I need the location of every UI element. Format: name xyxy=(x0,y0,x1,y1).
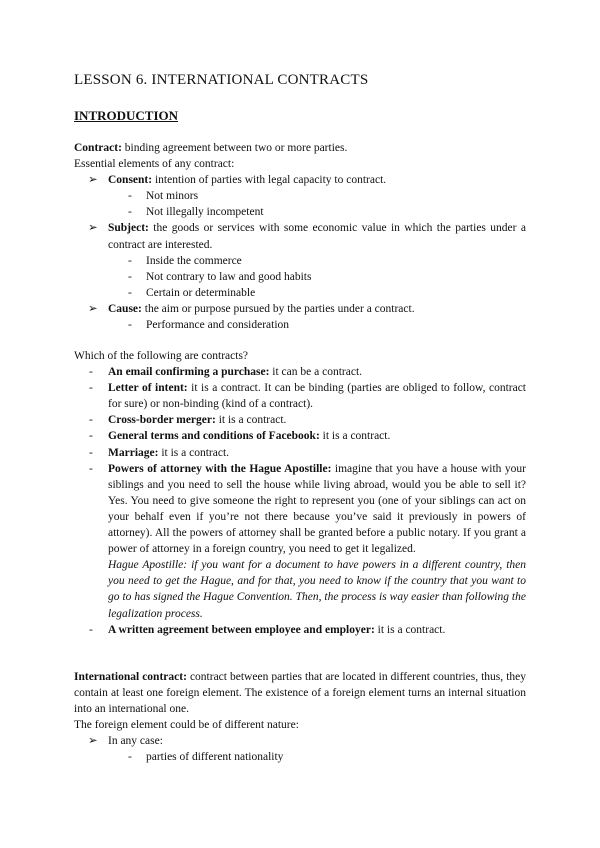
list-item: - Cross-border merger: it is a contract. xyxy=(74,412,526,428)
dash-bullet-icon: - xyxy=(128,190,132,203)
list-item: - Performance and consideration xyxy=(74,317,526,333)
element-cause: ➢ Cause: the aim or purpose pursued by the parties under a contract. xyxy=(74,301,526,317)
lesson-title: LESSON 6. INTERNATIONAL CONTRACTS xyxy=(74,72,369,88)
essential-elements-label: Essential elements of any contract: xyxy=(74,158,235,171)
dash-bullet-icon: - xyxy=(89,623,93,636)
contracts-question: Which of the following are contracts? xyxy=(74,350,249,362)
contract-definition: Contract: binding agreement between two or more parties. xyxy=(74,142,348,154)
dash-bullet-icon: - xyxy=(128,206,132,219)
dash-bullet-icon: - xyxy=(89,430,93,443)
hague-apostille-note: Hague Apostille: if you want for a document to have powers in a different country, then you need to get the Hague, and for that, you need to know if the country that you want to go to has signed the Hague Convention. Then, the process is way easier than following the legalization process. xyxy=(108,559,526,620)
dash-bullet-icon: - xyxy=(89,414,93,427)
list-item: - parties of different nationality xyxy=(74,749,526,765)
dash-bullet-icon: - xyxy=(128,286,132,299)
list-item: - Marriage: it is a contract. xyxy=(74,445,526,461)
dash-bullet-icon: - xyxy=(89,462,93,475)
list-item: - Letter of intent: it is a contract. It can be binding (parties are obliged to follow, contract for sure) or non-binding (kind of a contract). xyxy=(89,382,526,411)
dash-bullet-icon: - xyxy=(128,319,132,332)
arrow-bullet-icon: ➢ xyxy=(88,174,98,187)
list-item: - Inside the commerce xyxy=(74,253,526,269)
list-item: - Not illegally incompetent xyxy=(74,204,526,220)
list-item: - General terms and conditions of Facebook: it is a contract. xyxy=(74,428,526,444)
list-item: - Not minors xyxy=(74,188,526,204)
contracts-question-block xyxy=(74,348,526,638)
arrow-bullet-icon: ➢ xyxy=(88,222,98,235)
dash-bullet-icon: - xyxy=(128,751,132,764)
intro-block xyxy=(74,140,526,333)
arrow-bullet-icon: ➢ xyxy=(88,302,98,315)
section-heading-introduction: INTRODUCTION xyxy=(74,108,179,123)
foreign-element-nature: The foreign element could be of different nature: xyxy=(74,719,299,732)
international-contract-block xyxy=(74,669,526,766)
dash-bullet-icon: - xyxy=(89,366,93,379)
list-item: - Certain or determinable xyxy=(74,285,526,301)
list-item: - Not contrary to law and good habits xyxy=(74,269,526,285)
list-item: - Powers of attorney with the Hague Apostille: imagine that you have a house with your siblings and you need to sell the house while living abroad, would you be able to sell it? Yes. You need to give someone the right to represent you (one of your siblings can act on your behalf even if you’re not there because you’ve said it previously in powers of attorney). All the powers of attorney shall be granted before a public notary. If you grant a power of attorney in a foreign country, you need to get it legalized. xyxy=(89,462,526,556)
dash-bullet-icon: - xyxy=(128,270,132,283)
dash-bullet-icon: - xyxy=(89,382,93,395)
dash-bullet-icon: - xyxy=(89,446,93,459)
element-subject: ➢ Subject: the goods or services with some economic value in which the parties under a contract are interested. xyxy=(88,222,526,251)
international-contract-definition: International contract: contract between parties that are located in different countries, thus, they contain at least one foreign element. The existence of a foreign element turns an internal situation into an international one. xyxy=(74,671,526,716)
arrow-bullet-icon: ➢ xyxy=(88,735,98,748)
dash-bullet-icon: - xyxy=(128,254,132,267)
element-consent: ➢ Consent: intention of parties with legal capacity to contract. xyxy=(74,172,526,188)
list-item: - An email confirming a purchase: it can be a contract. xyxy=(74,364,526,380)
any-case-item: ➢ In any case: xyxy=(74,733,526,749)
list-item: - A written agreement between employee and employer: it is a contract. xyxy=(74,622,526,638)
